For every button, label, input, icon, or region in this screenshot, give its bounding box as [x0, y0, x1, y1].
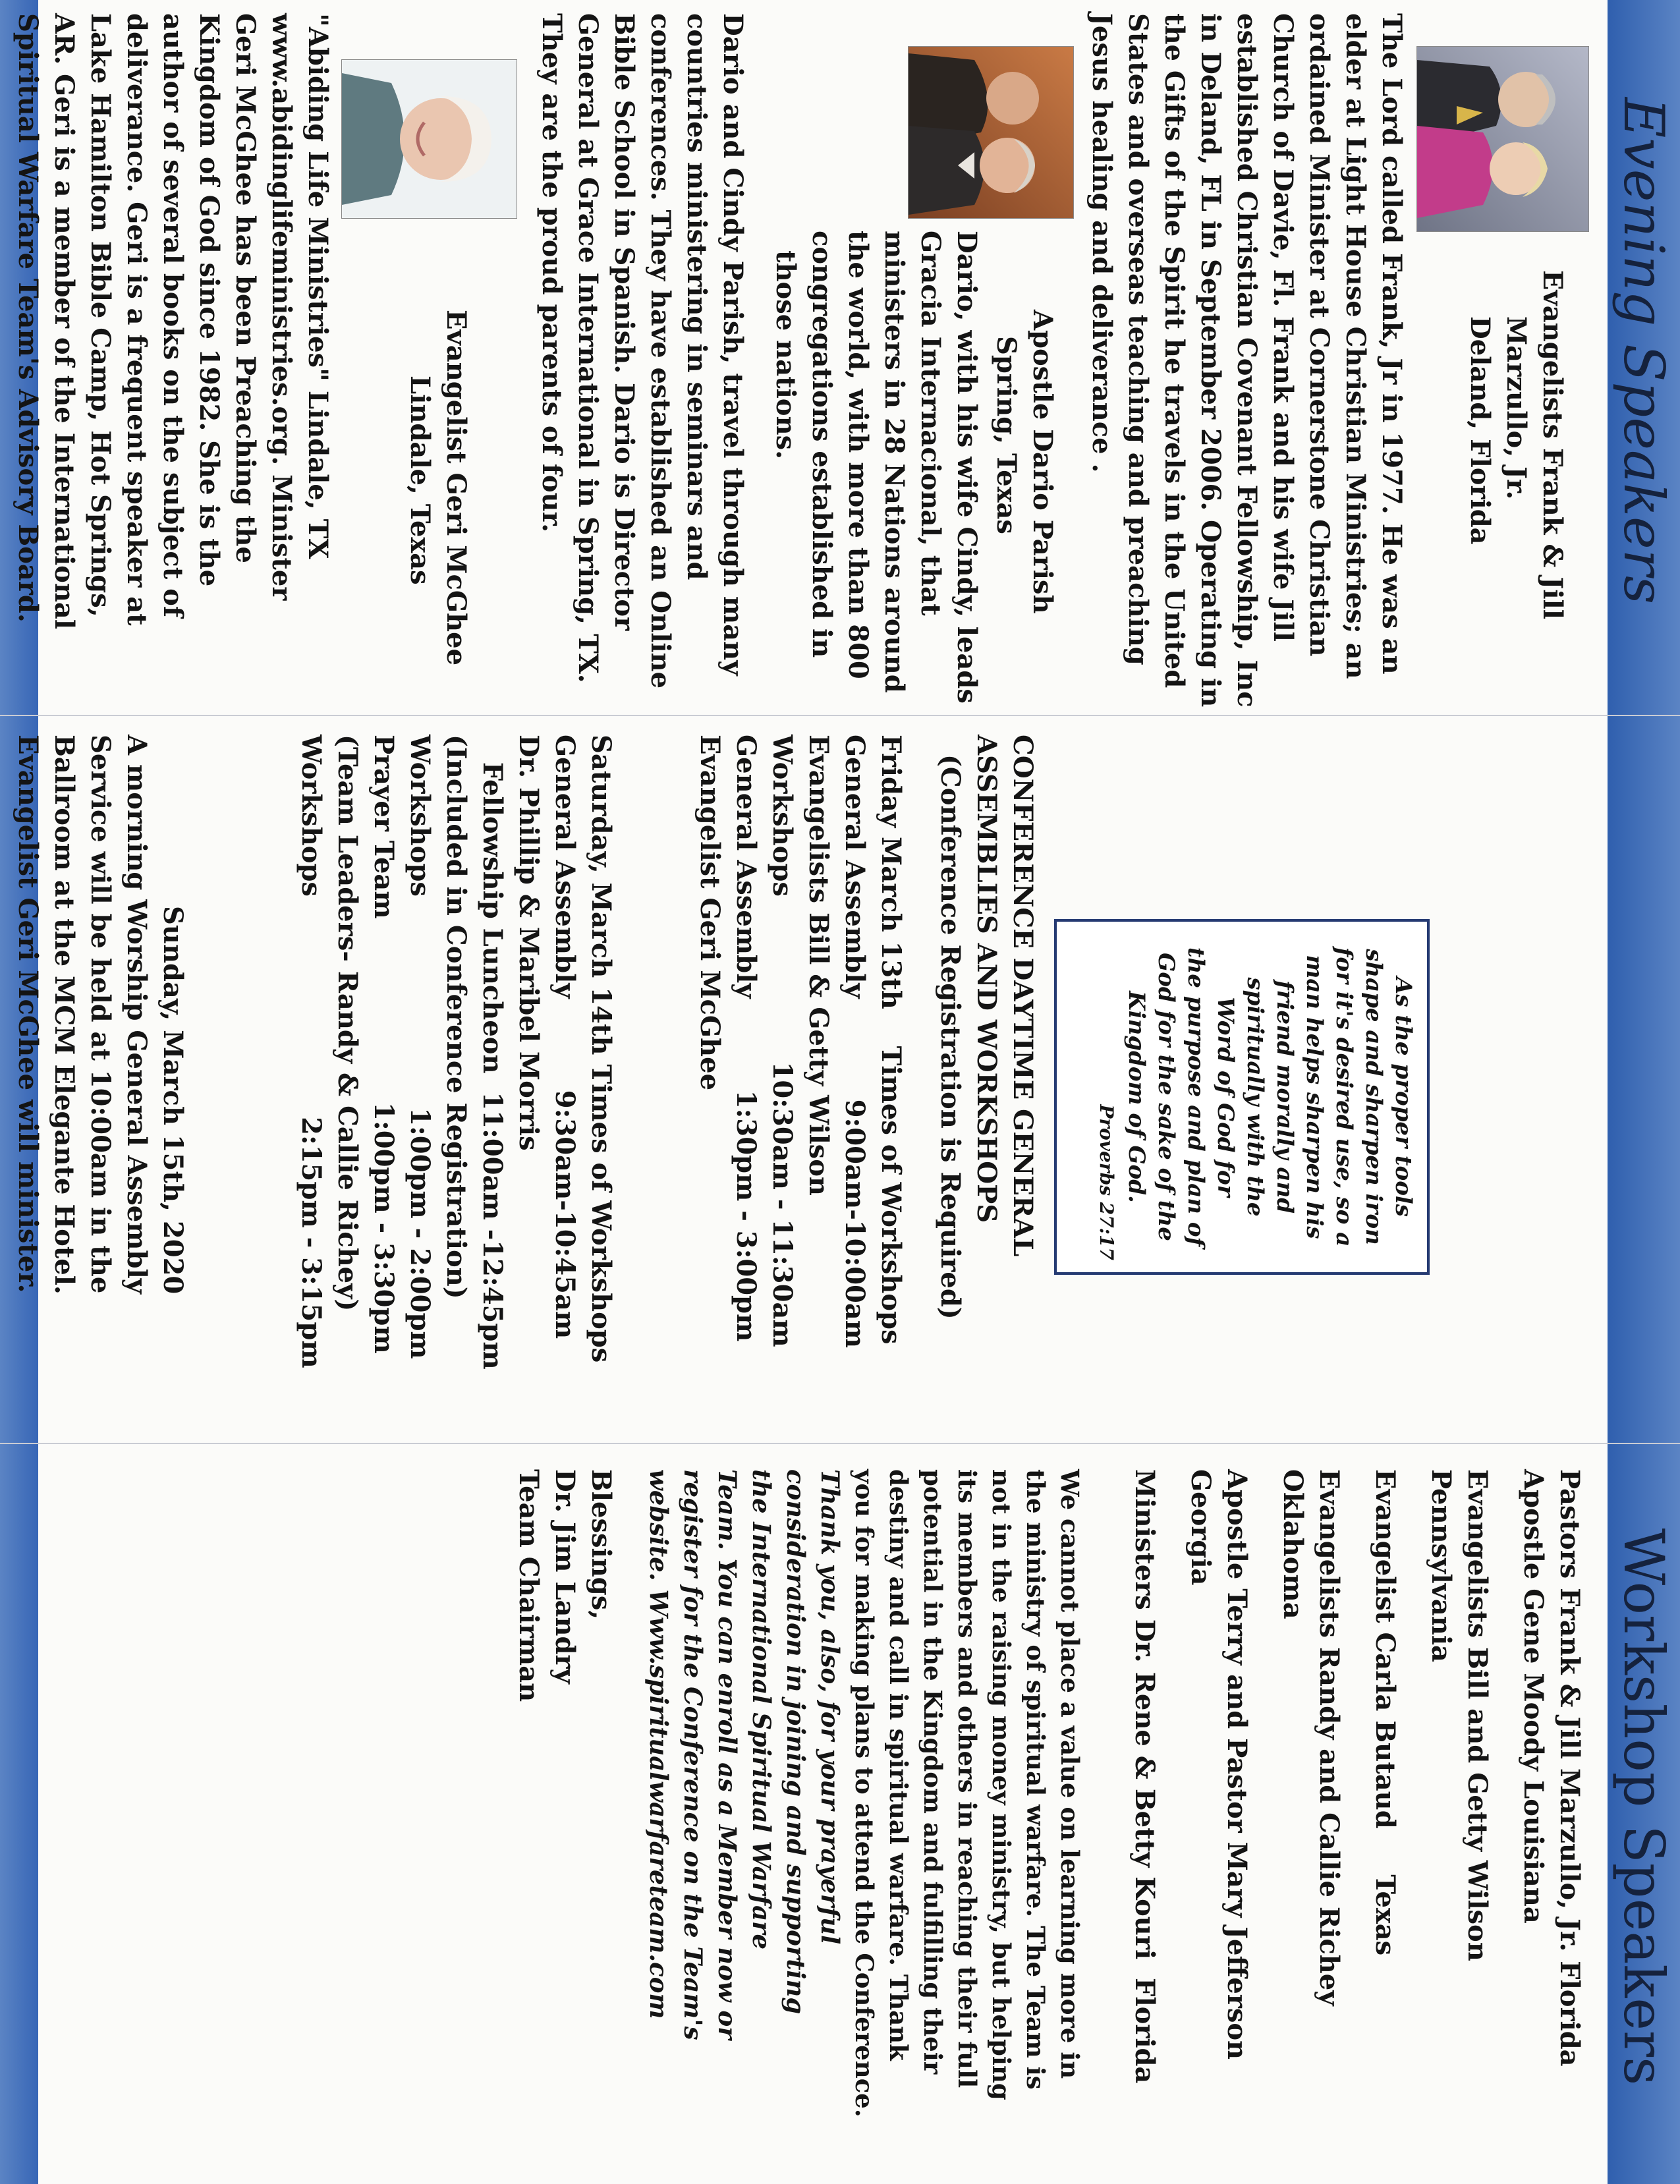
geri-mcghee-photo: [341, 59, 517, 219]
speaker2-name-block: [988, 310, 1061, 614]
workshop-entry: [1183, 1469, 1255, 2148]
geri-photo-image: [342, 60, 517, 218]
saturday-line: Dr. Phillip & Maribel Morris: [513, 735, 544, 1151]
entry-line: Pennsylvania: [1426, 1469, 1457, 1662]
speaker1-name-block: [1462, 270, 1571, 619]
friday-line: General Assembly 1:30pm - 3:00pm: [731, 735, 762, 1342]
speaker1-name-line: Evangelists Frank & Jill: [1537, 270, 1568, 619]
saturday-line: Workshops 1:00pm - 2:00pm: [405, 735, 435, 1359]
thanks-line: register for the Conference on the Team's: [679, 1469, 708, 2040]
sunday-service: [10, 735, 191, 1426]
speaker2-location: Spring, Texas: [991, 336, 1022, 534]
saturday-line: (Included in Conference Registration): [441, 735, 472, 1299]
sunday-line: Service will be held at 10:00am in the: [85, 735, 116, 1294]
friday-line: Friday March 13th Times of Workshops: [876, 735, 907, 1345]
bio-line: AR. Geri is a member of the International: [49, 13, 80, 630]
closing-line: Dr. Jim Landry: [549, 1469, 580, 1684]
quote-line: shape and sharpen iron: [1360, 949, 1387, 1245]
bio-line: conferences. They have established an Online: [645, 13, 676, 689]
quote-line: spiritually with the: [1242, 977, 1268, 1217]
saturday-line: Prayer Team 1:00pm - 3:30pm: [368, 735, 399, 1354]
intro-line: ministers in 28 Nations around: [879, 231, 910, 693]
message-line: destiny and call in spiritual warfare. Thank: [884, 1469, 913, 2061]
message-line: you for making plans to attend the Conference.: [850, 1469, 879, 2117]
bio-line: States and overseas teaching and preaching: [1123, 13, 1154, 665]
quote-line: Kingdom of God.: [1123, 991, 1150, 1203]
message-line: its members and others in reaching their full: [953, 1469, 982, 2088]
fold-line: [0, 1443, 1680, 1444]
dario-photo-image: [909, 47, 1073, 218]
intro-line: those nations.: [770, 250, 801, 460]
bio-line: General at Grace International in Spring, TX.: [573, 13, 603, 683]
speaker1-bio: [1084, 13, 1410, 708]
speaker2-name: Apostle Dario Parish: [1027, 310, 1058, 614]
evening-speakers-title: Evening Speakers: [1611, 97, 1676, 604]
daytime-heading: [932, 735, 1041, 1426]
closing-line: Blessings,: [586, 1469, 617, 1620]
message-line: We cannot place a value on learning more in: [1055, 1469, 1084, 2079]
saturday-line: Workshops 2:15pm - 3:15pm: [296, 735, 327, 1368]
proverbs-quote-box: [1054, 919, 1430, 1275]
bio-line: the Gifts of the Spirit he travels in the United: [1159, 13, 1190, 688]
workshop-entry: [1275, 1469, 1347, 2148]
bio-line: ordained Minister at Cornerstone Christian: [1304, 13, 1335, 657]
quote-line: man helps sharpen his: [1301, 955, 1328, 1239]
bio-line: Kingdom of God since 1982. She is the: [194, 13, 225, 587]
friday-line: General Assembly 9:00am-10:00am: [839, 735, 870, 1349]
workshop-entry: [1515, 1469, 1588, 2148]
workshop-speakers-panel: [40, 1456, 1676, 2158]
intro-line: the world, with more than 800: [843, 231, 874, 679]
evening-speakers-panel: [13, 0, 1676, 708]
entry-line: Apostle Terry and Pastor Mary Jefferson: [1221, 1469, 1252, 2060]
entry-line: Georgia: [1185, 1469, 1216, 1586]
quote-line: for it's desired use, so a: [1331, 947, 1357, 1247]
saturday-line: General Assembly 9:30am-10:45am: [549, 735, 580, 1339]
bio-line: elder at Light House Christian Ministries; an: [1340, 13, 1371, 679]
workshop-entry: [1423, 1469, 1496, 2148]
dario-parish-photo: [908, 46, 1074, 219]
saturday-schedule: [293, 735, 619, 1426]
bio-line: Lake Hamilton Bible Camp, Hot Springs,: [85, 13, 116, 617]
entry-line: Evangelist Carla Butaud Texas: [1370, 1469, 1401, 1956]
saturday-line: Fellowship Luncheon 11:00am -12:45pm: [477, 735, 508, 1370]
bio-line: deliverance. Geri is a frequent speaker at: [121, 13, 152, 626]
quote-line: the purpose and plan of: [1183, 947, 1209, 1247]
quote-line: As the proper tools: [1390, 977, 1416, 1217]
entry-line: Pastors Frank & Jill Marzullo, Jr. Florida: [1554, 1469, 1585, 2067]
workshop-entry: [1127, 1469, 1163, 2148]
heading-line: (Conference Registration is Required): [935, 754, 966, 1320]
daytime-schedule-panel: [13, 728, 1608, 1430]
marzullo-couple-photo: [1416, 46, 1589, 232]
thanks-line: Team. You can enroll as a Member now or: [713, 1469, 742, 2040]
bio-line: "Abiding Life Ministries" Lindale, TX: [302, 13, 333, 559]
friday-line: Workshops 10:30am - 11:30am: [767, 735, 798, 1347]
closing-signature: [511, 1469, 619, 2148]
bio-line: Church of Davie, Fl. Frank and his wife Jill: [1268, 13, 1299, 642]
entry-line: Oklahoma: [1277, 1469, 1308, 1619]
sunday-line: Evangelist Geri McGhee will minister.: [13, 735, 43, 1293]
thanks-line: website. Www.spiritualwarfareteam.com: [644, 1469, 673, 2019]
speaker3-name-block: [402, 310, 474, 665]
workshop-speaker-list: [1107, 1469, 1588, 2148]
saturday-line: Saturday, March 14th Times of Workshops: [586, 735, 617, 1363]
speaker2-intro: [768, 231, 985, 704]
sunday-line: A morning Worship General Assembly: [121, 735, 152, 1294]
workshop-entry: [1367, 1469, 1403, 2148]
closing-line: Team Chairman: [513, 1469, 544, 1702]
entry-line: Ministers Dr. Rene & Betty Kouri Florida: [1129, 1469, 1160, 2084]
intro-line: Gracia Internacional, that: [915, 231, 946, 616]
bio-line: www.abidinglifeministries.org. Minister: [266, 13, 297, 601]
bio-line: Dario and Cindy Parish, travel through many: [717, 13, 748, 676]
thanks-line: the International Spiritual Warfare: [747, 1469, 776, 1950]
workshop-speakers-title: Workshop Speakers: [1611, 1528, 1676, 2086]
speaker1-location: Deland, Florida: [1465, 316, 1496, 545]
sunday-line: Ballroom at the MCM Elegante Hotel.: [49, 735, 80, 1295]
fold-line: [0, 715, 1680, 716]
speaker3-location: Lindale, Texas: [405, 376, 435, 585]
quote-line: Word of God for: [1212, 997, 1239, 1197]
bio-line: They are the proud parents of four.: [536, 13, 567, 532]
bio-line: in Deland, FL in September 2006. Operating in: [1195, 13, 1226, 708]
friday-line: Evangelists Bill & Getty Wilson: [803, 735, 834, 1196]
quote-line: friend morally and: [1272, 980, 1298, 1214]
speaker2-bio: [534, 13, 751, 692]
bio-line: countries ministering in seminars and: [681, 13, 712, 580]
bio-line: Geri McGhee has been Preaching the: [230, 13, 261, 563]
sunday-line: Sunday, March 15th, 2020: [157, 906, 188, 1295]
thanks-line: Thank you, also, for your prayerful: [816, 1469, 845, 1945]
bio-line: established Christian Covenant Fellowship, Inc: [1231, 13, 1262, 708]
message-line: potential in the Kingdom and fulfilling their: [918, 1469, 947, 2075]
heading-line: ASSEMBLIES AND WORKSHOPS: [971, 735, 1002, 1223]
couple-photo-image: [1417, 47, 1588, 231]
saturday-line: (Team Leaders- Randy & Callie Richey): [332, 735, 363, 1312]
bio-line: The Lord called Frank, Jr in 1977. He was an: [1376, 13, 1407, 675]
heading-line: CONFERENCE DAYTIME GENERAL: [1007, 735, 1038, 1257]
intro-line: congregations established in: [806, 231, 837, 658]
bio-line: Bible School in Spanish. Dario is Director: [609, 13, 640, 631]
thanks-line: consideration in joining and supporting: [781, 1469, 810, 2015]
quote-citation: Proverbs 27:17: [1096, 1104, 1117, 1260]
message-line: the ministry of spiritual warfare. The Team is: [1021, 1469, 1050, 2090]
friday-line: Evangelist Geri McGhee: [694, 735, 725, 1091]
message-line: not in the raising money ministry, but helping: [987, 1469, 1016, 2100]
workshop-message: [642, 1469, 1087, 2148]
bio-line: Jesus healing and deliverance .: [1086, 13, 1117, 473]
speaker3-bio: [10, 13, 336, 692]
bio-line: Spiritual Warfare Team's Advisory Board.: [13, 13, 43, 623]
speaker1-name-line: Marzullo, Jr.: [1501, 316, 1532, 500]
friday-schedule: [692, 735, 909, 1426]
quote-line: God for the sake of the: [1153, 953, 1179, 1241]
entry-line: Apostle Gene Moody Louisiana: [1518, 1469, 1549, 1924]
speaker3-name: Evangelist Geri McGhee: [441, 310, 472, 666]
entry-line: Evangelists Randy and Callie Richey: [1314, 1469, 1345, 2006]
intro-line: Dario, with his wife Cindy, leads: [951, 231, 982, 704]
entry-line: Evangelists Bill and Getty Wilson: [1462, 1469, 1493, 1961]
bio-line: author of several books on the subject of: [157, 13, 188, 618]
thanks-block: [642, 1469, 847, 2148]
